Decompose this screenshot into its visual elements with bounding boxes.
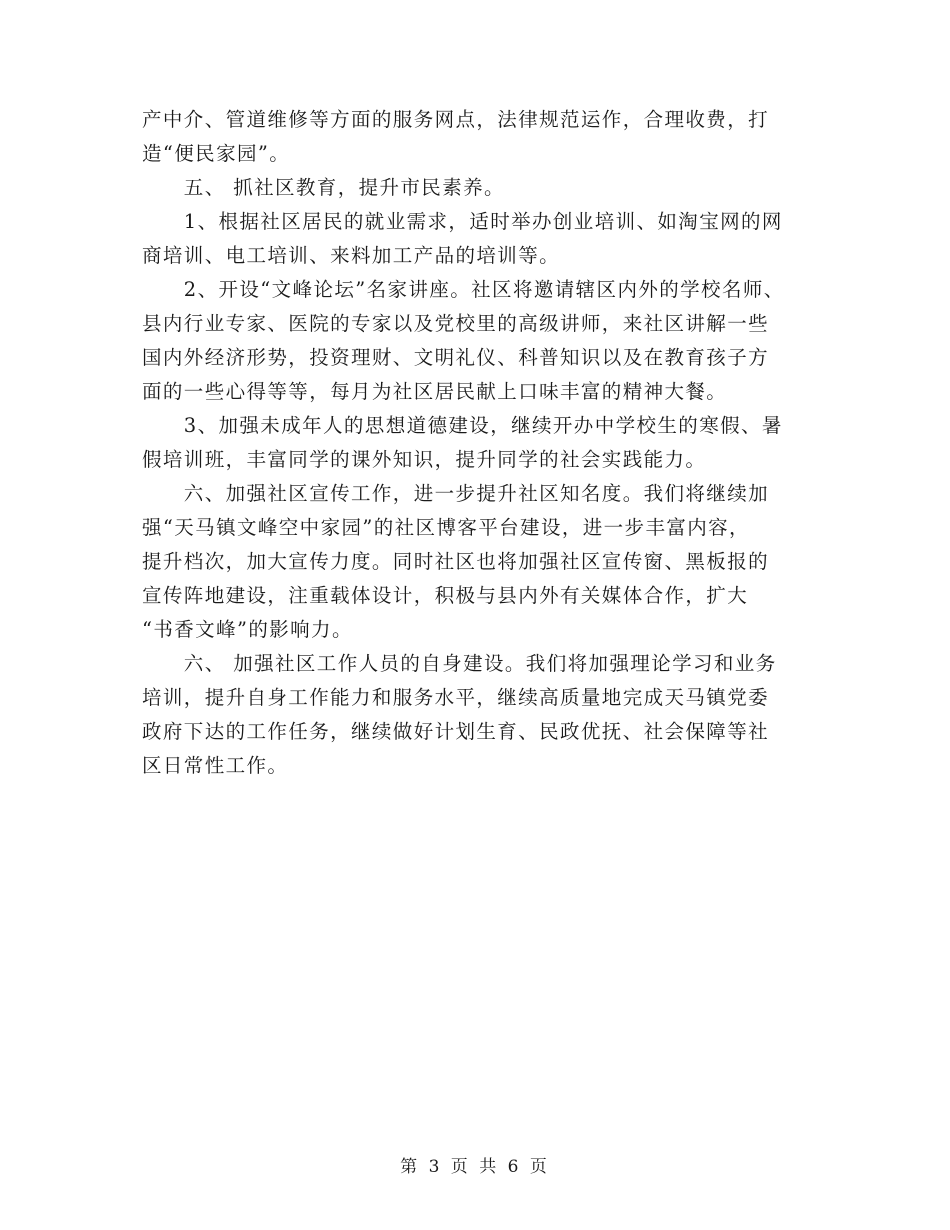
page-number-footer: 第 3 页 共 6 页 bbox=[400, 1157, 550, 1177]
text-line: 六、 加强社区工作人员的自身建设。我们将加强理论学习和业务 bbox=[142, 652, 777, 675]
text-line: 县内行业专家、医院的专家以及党校里的高级讲师，来社区讲解一些 bbox=[142, 312, 770, 335]
text-line: 培训，提升自身工作能力和服务水平，继续高质量地完成天马镇党委 bbox=[142, 686, 770, 709]
text-line: 商培训、电工培训、来料加工产品的培训等。 bbox=[142, 244, 561, 267]
text-line: 3、加强未成年人的思想道德建设，继续开办中学校生的寒假、暑 bbox=[142, 414, 783, 437]
text-line: “书香文峰”的影响力。 bbox=[142, 618, 353, 641]
text-line: 宣传阵地建设，注重载体设计，积极与县内外有关媒体合作，扩大 bbox=[142, 584, 749, 607]
text-line: 2、开设“文峰论坛”名家讲座。社区将邀请辖区内外的学校名师、 bbox=[142, 278, 785, 301]
document-body bbox=[142, 103, 822, 783]
text-line: 六、加强社区宣传工作，进一步提升社区知名度。我们将继续加 bbox=[142, 482, 770, 505]
text-line: 1、根据社区居民的就业需求，适时举办创业培训、如淘宝网的网 bbox=[142, 210, 783, 233]
text-line: 提升档次，加大宣传力度。同时社区也将加强社区宣传窗、黑板报的 bbox=[142, 550, 770, 573]
section-heading: 五、 抓社区教育，提升市民素养。 bbox=[142, 176, 505, 199]
text-line: 国内外经济形势，投资理财、文明礼仪、科普知识以及在教育孩子方 bbox=[142, 346, 770, 369]
text-line: 造“便民家园”。 bbox=[142, 142, 291, 165]
text-line: 强“天马镇文峰空中家园”的社区博客平台建设，进一步丰富内容， bbox=[142, 516, 750, 539]
text-line: 假培训班，丰富同学的课外知识，提升同学的社会实践能力。 bbox=[142, 448, 707, 471]
text-line: 政府下达的工作任务，继续做好计划生育、民政优抚、社会保障等社 bbox=[142, 720, 770, 743]
text-line: 面的一些心得等等，每月为社区居民献上口味丰富的精神大餐。 bbox=[142, 380, 728, 403]
text-line: 区日常性工作。 bbox=[142, 754, 289, 777]
text-line: 产中介、管道维修等方面的服务网点，法律规范运作，合理收费，打 bbox=[142, 108, 770, 131]
